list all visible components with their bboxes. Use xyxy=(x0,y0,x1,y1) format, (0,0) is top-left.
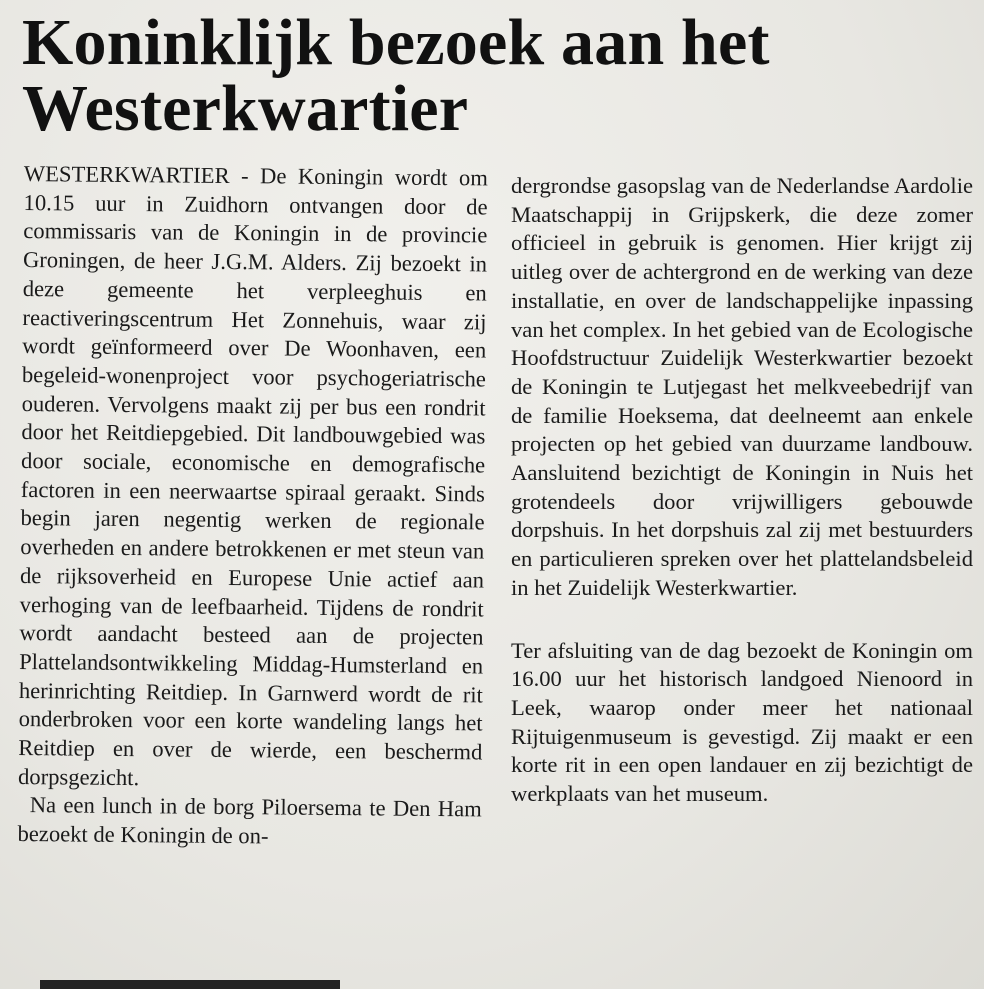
article-column-left xyxy=(17,160,488,853)
article-paragraph-3: dergrondse gasopslag van de Nederlandse Aardolie Maatschappij in Grijpskerk, die deze zomer officieel in gebruik is genomen. Hier krijgt zij uitleg over de achtergrond en de werking van deze installatie, en over de landschappelijke inpassing van het complex. In het gebied van de Ecologische Hoofdstructuur Zuidelijk Westerkwartier bezoekt de Koningin te Lutjegast het melkveebedrijf van de familie Hoeksema, dat deelneemt aan enkele projecten op het gebied van duurzame landbouw. Aansluitend bezichtigt de Koningin in Nuis het grotendeels door vrijwilligers gebouwde dorpshuis. In het dorpshuis zal zij met bestuurders en particulieren spreken over het plattelandsbeleid in het Zuidelijk Westerkwartier. xyxy=(511,173,973,600)
paragraph-1-body: - De Koningin wordt om 10.15 uur in Zuidhorn ontvangen door de commissaris van de Koningin in de provincie Groningen, de heer J.G.M. Alders. Zij bezoekt in deze gemeente het verpleeghuis en reactiveringscentrum Het Zonnehuis, waar zij wordt geïnformeerd over De Woonhaven, een begeleid-wonenproject voor psychogeriatrische ouderen. Vervolgens maakt zij per bus een rondrit door het Reitdiepgebied. Dit landbouwgebied was door sociale, economische en demografische factoren in een neerwaartse spiraal geraakt. Sinds begin jaren negentig werken de regionale overheden en andere betrokkenen er met steun van de rijksoverheid en Europese Unie actief aan verhoging van de leefbaarheid. Tijdens de rondrit wordt aandacht besteed aan de projecten Plattelandsontwikkeling Middag-Humsterland en herinrichting Reitdiep. In Garnwerd wordt de rit onderbroken voor een korte wandeling langs het Reitdiep en over de wierde, een beschermd dorpsgezicht. xyxy=(17,162,488,790)
article-paragraph-4: Ter afsluiting van de dag bezoekt de Koningin om 16.00 uur het historisch landgoed Nienoord in Leek, waarop onder meer het nationaal Rijtuigenmuseum is gevestigd. Zij maakt er een korte rit in een open landauer en zij bezichtigt de werkplaats van het museum. xyxy=(511,637,973,807)
dateline: WESTERKWARTIER xyxy=(23,160,230,188)
bottom-rule-divider xyxy=(40,980,340,989)
headline-line-1: Koninklijk bezoek aan het xyxy=(22,6,770,79)
article-headline xyxy=(22,6,962,145)
article-paragraph-1 xyxy=(18,160,488,796)
article-paragraph-2: Na een lunch in de borg Piloersema te Den Ham bezoekt de Koningin de on- xyxy=(17,792,482,849)
headline-line-2: Westerkwartier xyxy=(22,72,469,145)
article-column-right xyxy=(511,172,973,809)
